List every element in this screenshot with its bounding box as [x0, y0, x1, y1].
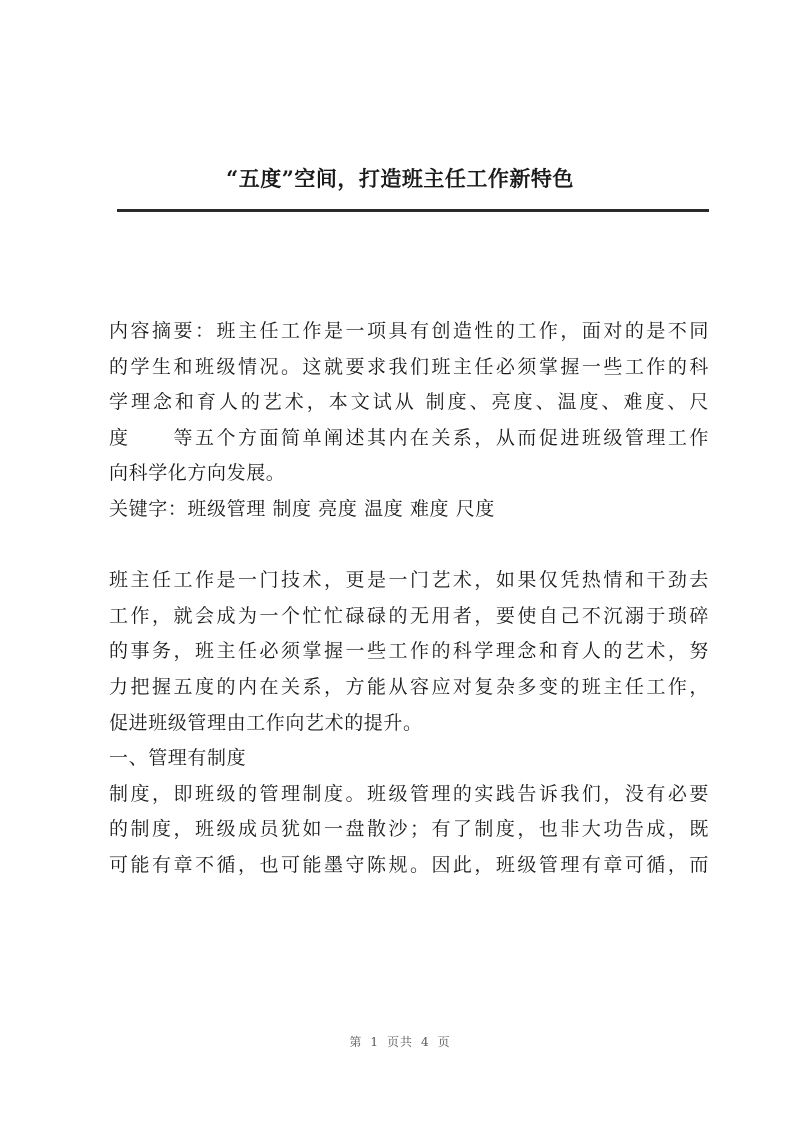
intro-line: 班主任工作是一门技术，更是一门艺术，如果仅凭热情和干劲去	[109, 569, 709, 592]
section-heading: 一、管理有制度	[109, 747, 247, 770]
section-line: 可能有章不循，也可能墨守陈规。因此，班级管理有章可循，而	[109, 853, 709, 876]
abstract-line: 度 等五个方面简单阐述其内在关系，从而促进班级管理工作	[109, 426, 709, 449]
abstract-line: 的学生和班级情况。这就要求我们班主任必须掌握一些工作的科	[109, 355, 709, 378]
intro-line: 工作，就会成为一个忙忙碌碌的无用者，要使自己不沉溺于琐碎	[109, 604, 709, 627]
paragraph-gap	[109, 528, 709, 564]
abstract-line: 学理念和育人的艺术，本文试从 制度、亮度、温度、难度、尺	[109, 391, 709, 414]
intro-line: 促进班级管理由工作向艺术的提升。	[109, 711, 423, 734]
page-footer	[0, 1033, 800, 1050]
section-line: 的制度，班级成员犹如一盘散沙；有了制度，也非大功告成，既	[109, 818, 709, 841]
document-body	[109, 314, 709, 884]
intro-line: 力把握五度的内在关系，方能从容应对复杂多变的班主任工作，	[109, 675, 709, 698]
page-suffix: 页	[437, 1035, 451, 1049]
document-title: “五度”空间，打造班主任工作新特色	[226, 166, 574, 191]
keywords-line: 关键字：班级管理 制度 亮度 温度 难度 尺度	[109, 497, 495, 520]
abstract-line: 内容摘要：班主任工作是一项具有创造性的工作，面对的是不同	[109, 320, 709, 342]
section-line: 制度，即班级的管理制度。班级管理的实践告诉我们，没有必要	[109, 782, 709, 805]
abstract-line: 向科学化方向发展。	[109, 462, 286, 485]
page-prefix: 第	[349, 1035, 363, 1049]
title-underline	[117, 209, 709, 212]
page-middle: 页共	[386, 1035, 413, 1049]
intro-line: 的事务，班主任必须掌握一些工作的科学理念和育人的艺术，努	[109, 640, 709, 663]
page-current: 1	[370, 1035, 379, 1049]
page-total: 4	[421, 1035, 430, 1049]
